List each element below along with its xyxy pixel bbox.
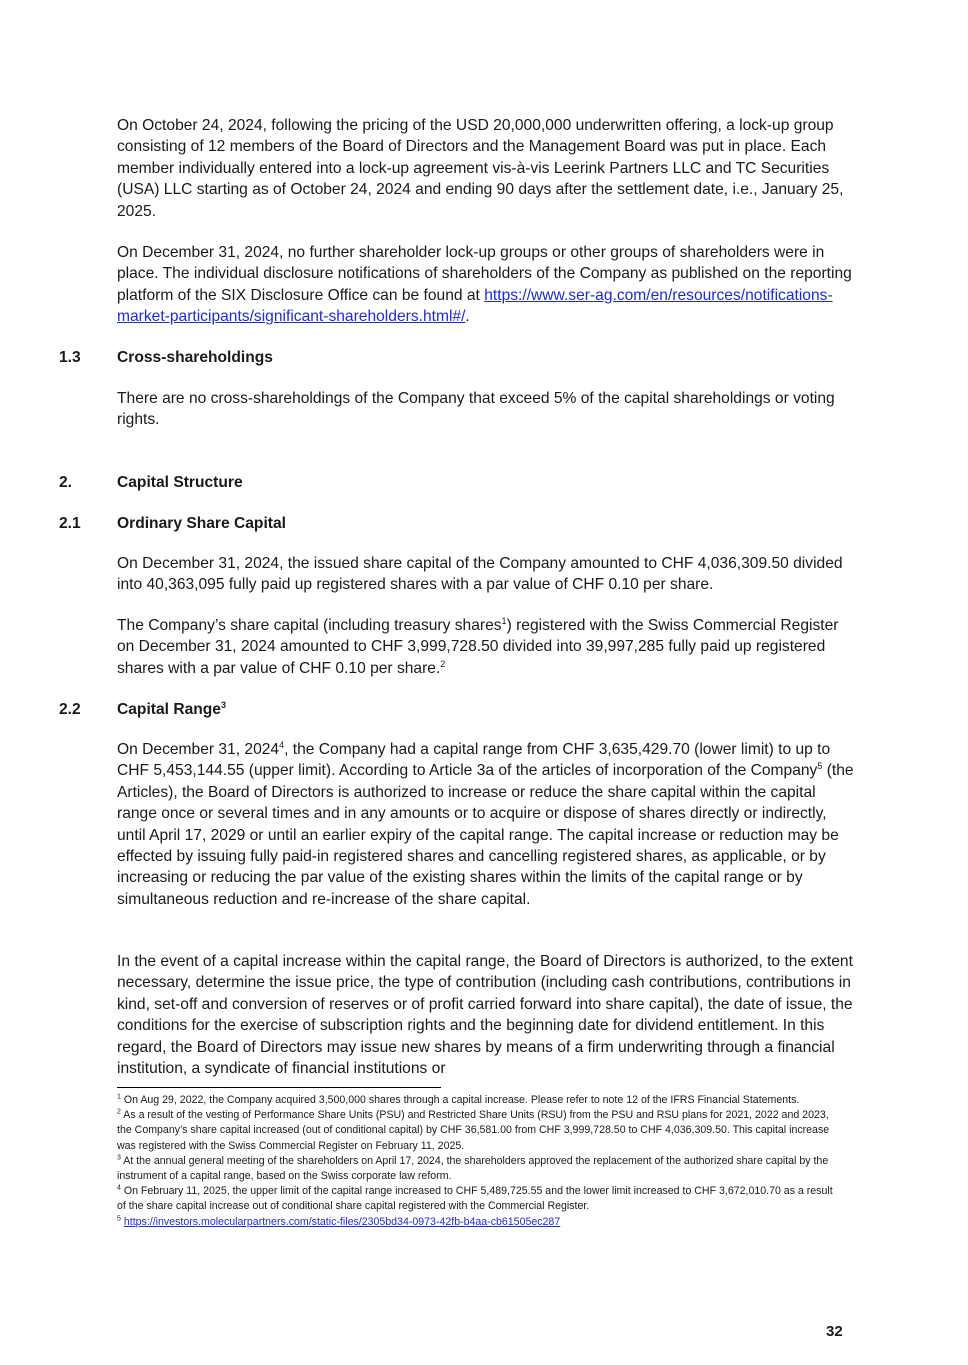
paragraph-capital-range: On December 31, 2024$^4$, the Company had a capital range from CHF 3,635,429.70 (lower limit) to up to CHF 5,453,144.55 (upper limit). According to Article 3a of the articles of incorporation of the Company$^5$ (the Articles), the Board of Directors is authorized to increase or reduce the share capital within the capital range once or several times and in any amounts or to acquire or dispose of shares directly or indirectly, until April 17, 2029 or until an earlier expiry of the capital range. The capital increase or reduction may be effected by issuing fully paid-in registered shares and cancelling registered shares, as applicable, or by increasing or reducing the par value of the existing shares within the limits of the capital range or by simultaneous reduction and re-increase of the share capital. bbox=[117, 739, 854, 908]
section-number-2: 2. bbox=[59, 474, 73, 491]
section-heading-cross-shareholdings: Cross-shareholdings bbox=[117, 349, 273, 366]
section-heading-capital-structure: Capital Structure bbox=[117, 474, 243, 491]
section-number-2-1: 2.1 bbox=[59, 515, 81, 532]
footnote-ref-5: 5 bbox=[817, 761, 823, 772]
six-disclosure-link[interactable]: https://www.ser-ag.com/en/resources/notifications-market-participants/significant-shareholders.html#/ bbox=[117, 286, 833, 326]
footnote-1: $^1$ On Aug 29, 2022, the Company acquired 3,500,000 shares through a capital increase. Please refer to note 12 of the IFRS Financial Statements. bbox=[117, 1093, 800, 1106]
paragraph-lockup-status: On December 31, 2024, no further shareholder lock-up groups or other groups of shareholders were in place. The individual disclosure notifications of shareholders of the Company as published on the reporting platform of the SIX Disclosure Office can be found at https://www.ser-ag.com/en/resources/notifications-market-participants/significant-shareholders.html#/. bbox=[117, 244, 852, 326]
footnote-5: $^5$ https://investors.molecularpartners.com/static-files/2305bd34-0973-42fb-b4aa-cb61505ec287 bbox=[117, 1215, 561, 1228]
articles-of-incorporation-link[interactable]: https://investors.molecularpartners.com/static-files/2305bd34-0973-42fb-b4aa-cb61505ec287 bbox=[123, 1215, 561, 1228]
paragraph-capital-increase-authority: In the event of a capital increase within the capital range, the Board of Directors is authorized, to the extent necessary, determine the issue price, the type of contribution (including cash contributions, contributions in kind, set-off and conversion of reserves or of profit carried forward into share capital), the date of issue, the conditions for the exercise of subscription rights and the beginning date for dividend entitlement. In this regard, the Board of Directors may issue new shares by means of a firm underwriting through a financial institution, a syndicate of financial institutions or bbox=[117, 953, 853, 1078]
paragraph-issued-share-capital: On December 31, 2024, the issued share capital of the Company amounted to CHF 4,036,309.50 divided into 40,363,095 fully paid up registered shares with a par value of CHF 0.10 per share. bbox=[117, 555, 843, 594]
footnote-ref-1: 1 bbox=[501, 615, 507, 626]
footnote-divider bbox=[117, 1087, 441, 1088]
section-heading-ordinary-share-capital: Ordinary Share Capital bbox=[117, 515, 286, 532]
page-number: 32 bbox=[826, 1323, 843, 1340]
section-number-1-3: 1.3 bbox=[59, 349, 81, 366]
section-number-2-2: 2.2 bbox=[59, 701, 81, 718]
paragraph-registered-share-capital: The Company’s share capital (including treasury shares$^1$) registered with the Swiss Commercial Register on December 31, 2024 amounted to CHF 3,999,728.50 divided into 39,997,285 fully paid up registered shares with a par value of CHF 0.10 per share.$^2$ bbox=[117, 615, 839, 677]
footnote-ref-3: 3 bbox=[220, 699, 226, 710]
section-heading-capital-range: Capital Range$^3$ bbox=[117, 699, 226, 718]
footnote-ref-2: 2 bbox=[440, 658, 446, 669]
footnote-ref-4: 4 bbox=[279, 739, 285, 750]
footnote-3: $^3$ At the annual general meeting of the shareholders on April 17, 2024, the shareholders approved the replacement of the authorized share capital by the instrument of a capital range, based on the Swiss corporate law reform. bbox=[117, 1154, 829, 1183]
footnote-2: $^2$ As a result of the vesting of Performance Share Units (PSU) and Restricted Share Units (RSU) from the PSU and RSU plans for 2021, 2022 and 2023, the Company’s share capital increased (out of conditional capital) by CHF 36,581.00 from CHF 3,999,728.50 to CHF 4,036,309.50. This capital increase was registered with the Swiss Commercial Register on February 11, 2025. bbox=[117, 1108, 830, 1152]
paragraph-lockup-group: On October 24, 2024, following the pricing of the USD 20,000,000 underwritten offering, a lock-up group consisting of 12 members of the Board of Directors and the Management Board was put in place. Each member individually entered into a lock-up agreement vis-à-vis Leerink Partners LLC and TC Securities (USA) LLC starting as of October 24, 2024 and ending 90 days after the settlement date, i.e., January 25, 2025. bbox=[117, 117, 844, 220]
paragraph-text: On December 31, 2024, no further shareholder lock-up groups or other groups of shareholders were in place. The individual disclosure notifications of shareholders of the Company as published on the reporting platform of the SIX Disclosure Office can be found at bbox=[117, 244, 852, 304]
paragraph-cross-shareholdings: There are no cross-shareholdings of the Company that exceed 5% of the capital shareholdings or voting rights. bbox=[117, 390, 835, 429]
footnote-4: $^4$ On February 11, 2025, the upper limit of the capital range increased to CHF 5,489,725.55 and the lower limit increased to CHF 3,672,010.70 as a result of the share capital increase out of conditional share capital registered with the Commercial Register. bbox=[117, 1184, 833, 1213]
footnotes bbox=[117, 1093, 837, 1230]
